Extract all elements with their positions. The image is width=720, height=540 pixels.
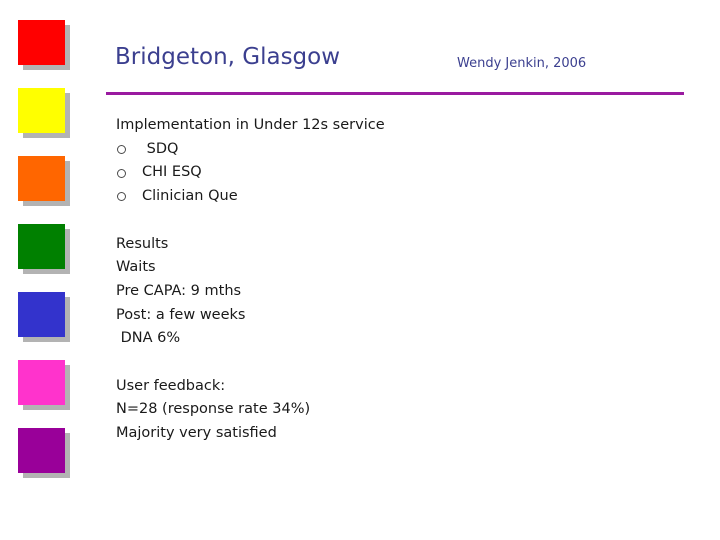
bullet-item <box>116 138 676 162</box>
feedback-result: Majority very satisfied <box>116 425 277 442</box>
feedback-heading: User feedback: <box>116 377 226 394</box>
yellow-square <box>18 88 65 133</box>
slide-author: Wendy Jenkin, 2006 <box>457 56 587 71</box>
hollow-circle-bullet-icon <box>117 192 126 201</box>
slide-title: Bridgeton, Glasgow <box>115 44 341 70</box>
results-heading: Results <box>116 235 169 252</box>
waits-label: Waits <box>116 259 156 276</box>
spacer <box>116 209 676 233</box>
pink-square <box>18 360 65 405</box>
decorative-color-squares <box>18 20 74 490</box>
orange-square <box>18 156 65 201</box>
pre-capa-wait: Pre CAPA: 9 mths <box>116 282 242 299</box>
implementation-heading: Implementation in Under 12s service <box>116 117 385 133</box>
post-wait: Post: a few weeks <box>116 306 246 323</box>
title-divider <box>106 92 684 95</box>
bullet-item <box>116 185 676 209</box>
feedback-sample-size: N=28 (response rate 34%) <box>116 401 311 418</box>
slide-body <box>116 114 676 446</box>
bullet-text: CHI ESQ <box>142 164 202 181</box>
bullet-item <box>116 161 676 185</box>
hollow-circle-bullet-icon <box>117 169 126 178</box>
blue-square <box>18 292 65 337</box>
purple-square <box>18 428 65 473</box>
dna-rate: DNA 6% <box>116 330 181 347</box>
bullet-text: Clinician Que <box>142 188 238 205</box>
red-square <box>18 20 65 65</box>
green-square <box>18 224 65 269</box>
hollow-circle-bullet-icon <box>117 145 126 154</box>
bullet-text: SDQ <box>142 140 179 157</box>
spacer <box>116 351 676 375</box>
